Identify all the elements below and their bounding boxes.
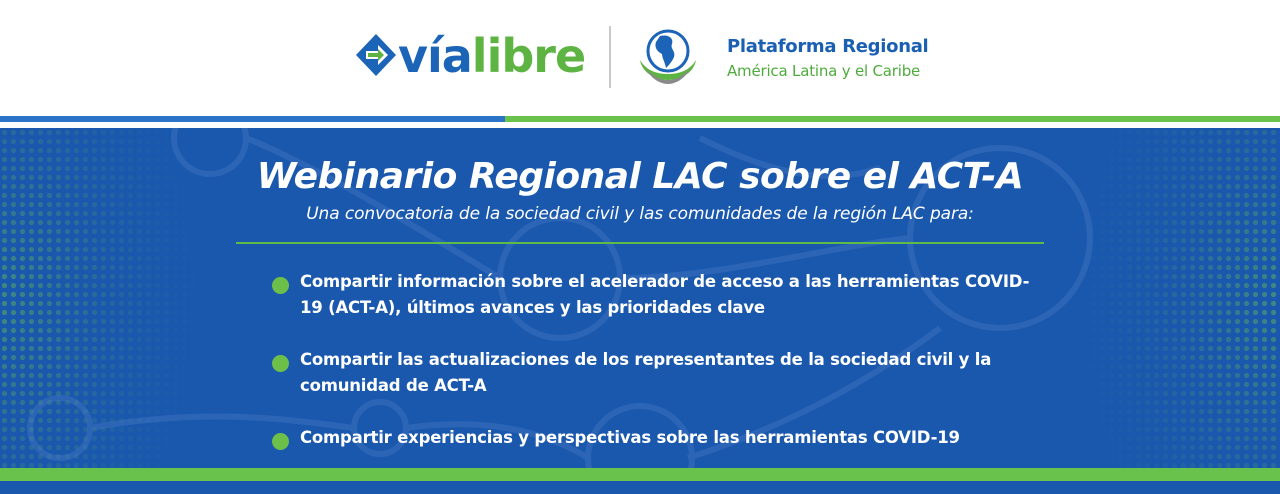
webinar-subtitle: Una convocatoria de la sociedad civil y las comunidades de la región LAC para: bbox=[306, 204, 974, 224]
bullet-dot-icon bbox=[272, 433, 289, 450]
top-stripe-green bbox=[505, 116, 1280, 122]
platform-subtitle: América Latina y el Caribe bbox=[727, 62, 921, 80]
arrow-diamond-icon bbox=[356, 34, 396, 76]
logo-libre-text: libre bbox=[471, 29, 586, 83]
banner bbox=[0, 128, 1280, 468]
bullet-text: Compartir experiencias y perspectivas sobre las herramientas COVID-19 bbox=[300, 428, 960, 447]
webinar-title: Webinario Regional LAC sobre el ACT-A bbox=[256, 156, 1024, 197]
platform-title: Plataforma Regional bbox=[727, 36, 929, 57]
logo-via-text: vía bbox=[398, 29, 472, 83]
vialibre-logo bbox=[398, 28, 585, 84]
header-divider bbox=[609, 26, 611, 88]
bullet-text: Compartir las actualizaciones de los representantes de la sociedad civil y la comunidad de ACT-A bbox=[300, 350, 992, 395]
bullet-text: Compartir información sobre el acelerador de acceso a las herramientas COVID-19 (ACT-A), últimos avances y las prioridades clave bbox=[300, 272, 1030, 317]
top-stripe-blue bbox=[0, 116, 505, 122]
bullet-dot-icon bbox=[272, 277, 289, 294]
header bbox=[0, 0, 1280, 116]
globe-hands-icon bbox=[632, 24, 704, 88]
bottom-stripe-blue bbox=[0, 481, 1280, 494]
bullet-dot-icon bbox=[272, 355, 289, 372]
title-divider bbox=[236, 242, 1044, 244]
bottom-stripe-green bbox=[0, 468, 1280, 481]
